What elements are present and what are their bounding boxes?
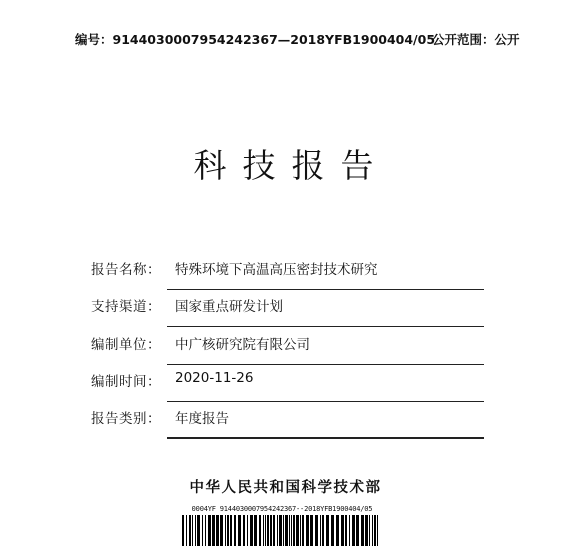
barcode-bar	[263, 515, 264, 546]
barcode-bar	[361, 515, 364, 546]
barcode-bar	[377, 515, 378, 546]
barcode-bar	[300, 515, 301, 546]
barcode-bar	[326, 515, 329, 546]
barcode-bar	[208, 515, 211, 546]
barcode-bar	[345, 515, 347, 546]
barcode-bar	[212, 515, 215, 546]
barcode-bar	[270, 515, 272, 546]
barcode-bar	[216, 515, 219, 546]
barcode-bar	[322, 515, 324, 546]
barcode-bar	[225, 515, 226, 546]
barcode-bar	[356, 515, 359, 546]
barcode-bar	[243, 515, 245, 546]
field-underline	[167, 326, 484, 327]
barcode-bar	[279, 515, 282, 546]
report-number-value: 9144030007954242367—2018YFB1900404/05	[112, 32, 436, 47]
field-label: 编制时间：	[91, 374, 161, 390]
barcode-bar	[369, 515, 370, 546]
field-value: 年度报告	[175, 411, 229, 427]
page-title: 科技报告	[193, 146, 390, 185]
barcode-bar	[336, 515, 339, 546]
field-report-name	[91, 253, 484, 290]
field-report-category	[91, 402, 484, 439]
report-number	[75, 30, 435, 48]
barcode-bar	[320, 515, 321, 546]
barcode-bar	[285, 515, 288, 546]
public-scope	[432, 30, 520, 48]
barcode-bar	[293, 515, 295, 546]
barcode-bar	[341, 515, 344, 546]
barcode	[180, 505, 384, 546]
barcode-bar	[277, 515, 278, 546]
field-underline	[167, 437, 484, 439]
barcode-bar	[197, 515, 200, 546]
barcode-bar	[202, 515, 203, 546]
barcode-bar	[310, 515, 313, 546]
barcode-bar	[234, 515, 236, 546]
barcode-bar	[267, 515, 269, 546]
barcode-text: 0004YF 9144030007954242367--2018YFB1900404/05	[191, 505, 373, 513]
barcode-bar	[306, 515, 309, 546]
field-value: 国家重点研发计划	[175, 299, 283, 315]
barcode-bar	[250, 515, 253, 546]
barcode-bar	[247, 515, 248, 546]
barcode-bar	[259, 515, 261, 546]
barcode-bar	[238, 515, 241, 546]
barcode-bar	[186, 515, 187, 546]
barcode-bar	[352, 515, 355, 546]
barcode-bar	[192, 515, 193, 546]
barcode-bar	[315, 515, 318, 546]
field-compiling-time	[91, 365, 484, 402]
barcode-bar	[205, 515, 206, 546]
barcode-bar	[372, 515, 373, 546]
issuing-authority: 中华人民共和国科学技术部	[189, 480, 382, 496]
field-label: 支持渠道：	[91, 299, 161, 315]
field-value: 2020-11-26	[175, 370, 254, 386]
barcode-bar	[374, 515, 376, 546]
barcode-bar	[182, 515, 184, 546]
barcode-bar	[302, 515, 304, 546]
barcode-bar	[254, 515, 257, 546]
barcode-bar	[331, 515, 334, 546]
barcode-bar	[283, 515, 284, 546]
public-scope-label: 公开范围：	[432, 32, 495, 47]
barcode-bar	[230, 515, 232, 546]
report-number-label: 编号：	[75, 32, 113, 47]
barcode-bar	[273, 515, 275, 546]
barcode-bar	[265, 515, 266, 546]
barcode-bar	[289, 515, 290, 546]
field-label: 报告名称：	[91, 262, 161, 278]
barcode-bar	[296, 515, 299, 546]
field-support-channel	[91, 290, 484, 327]
field-compiling-unit	[91, 328, 484, 365]
barcode-bar	[227, 515, 229, 546]
barcode-bar	[195, 515, 196, 546]
barcode-bar	[349, 515, 350, 546]
barcode-bar	[189, 515, 191, 546]
barcode-bar	[365, 515, 368, 546]
field-value: 中广核研究院有限公司	[175, 337, 310, 353]
field-label: 编制单位：	[91, 337, 161, 353]
barcode-bars	[180, 515, 384, 546]
barcode-bar	[291, 515, 292, 546]
field-value: 特殊环境下高温高压密封技术研究	[175, 262, 378, 278]
barcode-bar	[220, 515, 223, 546]
public-scope-value: 公开	[494, 32, 520, 47]
field-label: 报告类别：	[91, 411, 161, 427]
